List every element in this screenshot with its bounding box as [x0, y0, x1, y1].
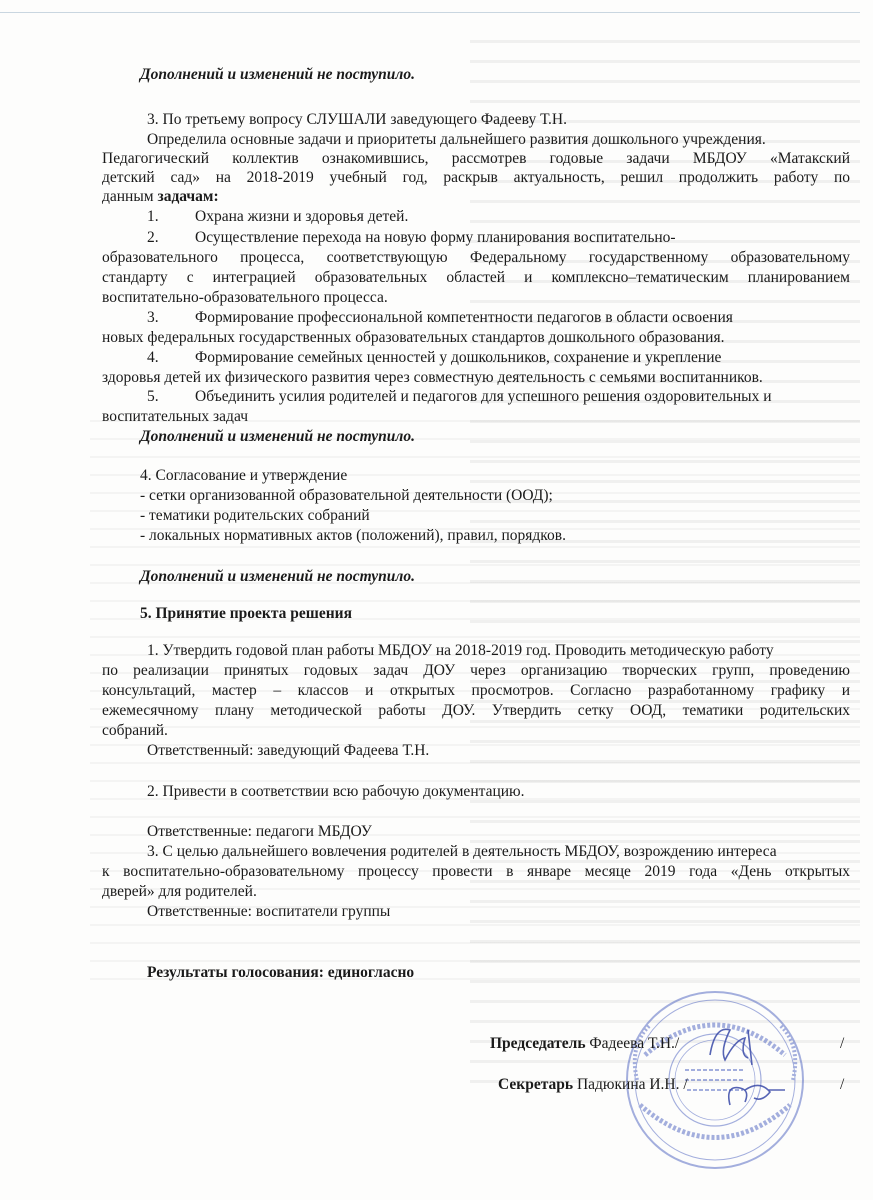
decision-line: 3. С целью дальнейшего вовлечения родителей в деятельность МБДОУ, возрождению интереса [147, 843, 777, 860]
q3-para-line: Педагогический коллектив ознакомившись, рассмотрев годовые задачи МБДОУ «Матакский [102, 150, 850, 167]
task-number: 1. [147, 208, 159, 225]
task-text: здоровья детей их физического развития через совместную деятельность с семьями воспитанников. [102, 369, 763, 386]
decision-line: к воспитательно-образовательному процессу провести в январе месяце 2019 года «День открытых [102, 863, 850, 880]
secretary-label: Секретарь [498, 1076, 574, 1093]
chair-signature-line [490, 1035, 679, 1053]
secretary-signature-line [498, 1076, 688, 1094]
chair-slash: / [840, 1035, 845, 1052]
item4-list-entry: - тематики родительских собраний [140, 507, 370, 524]
task-item [147, 207, 873, 226]
decision-line: консультаций, мастер – классов и открытых просмотров. Согласно разработанному графику и [102, 682, 850, 699]
task-item [147, 387, 850, 406]
task-number: 5. [147, 388, 159, 405]
item4-list-entry: - локальных нормативных актов (положений), правил, порядков. [140, 527, 566, 544]
q3-heading: 3. По третьему вопросу СЛУШАЛИ заведующего Фадееву Т.Н. [147, 111, 567, 128]
q3-para-end: данным [102, 188, 158, 205]
task-text: Формирование семейных ценностей у дошкольников, сохранение и укрепление [195, 349, 722, 366]
task-item [147, 228, 850, 247]
task-text: стандарту с интеграцией образовательных областей и комплексно–тематическим планированием [102, 269, 850, 286]
decision-line: дверей» для родителей. [102, 883, 257, 900]
q3-para-line: детский сад» на 2018-2019 учебный год, раскрыв актуальность, решил продолжить работу по [102, 169, 850, 186]
task-text: Формирование профессиональной компетентности педагогов в области освоения [195, 309, 733, 326]
no-changes-note: Дополнений и изменений не поступило. [140, 568, 415, 585]
responsible-line: Ответственный: заведующий Фадеева Т.Н. [147, 742, 430, 759]
decision-line: собраний. [102, 722, 168, 739]
voting-result: Результаты голосования: единогласно [147, 964, 415, 981]
no-changes-note: Дополнений и изменений не поступило. [140, 428, 415, 445]
chair-label: Председатель [490, 1035, 586, 1052]
task-text: новых федеральных государственных образовательных стандартов дошкольного образования. [102, 329, 725, 346]
task-text: образовательного процесса, соответствующую Федеральному государственному образовательному [102, 249, 850, 266]
item5-heading: 5. Принятие проекта решения [140, 605, 352, 622]
task-text: воспитательных задач [102, 408, 248, 425]
q3-tasks-label: задачам: [157, 188, 219, 205]
task-number: 3. [147, 309, 159, 326]
q3-para-line: Определила основные задачи и приоритеты дальнейшего развития дошкольного учреждения. [147, 131, 766, 148]
task-text: Осуществление перехода на новую форму планирования воспитательно- [195, 229, 676, 246]
task-number: 2. [147, 229, 159, 246]
task-item [147, 308, 850, 327]
decision-line: 1. Утвердить годовой план работы МБДОУ на 2018-2019 год. Проводить методическую работу [147, 642, 774, 659]
task-text: Охрана жизни и здоровья детей. [195, 208, 409, 225]
item4-heading: 4. Согласование и утверждение [140, 467, 348, 484]
no-changes-note: Дополнений и изменений не поступило. [140, 66, 415, 83]
decision-line: ежемесячному плану методической работы ДОУ. Утвердить сетку ООД, тематики родительских [102, 702, 850, 719]
decision-line: по реализации принятых годовых задач ДОУ через организацию творческих групп, проведению [102, 662, 850, 679]
task-text: Объединить усилия родителей и педагогов для успешного решения оздоровительных и [195, 388, 772, 405]
secretary-slash: / [840, 1076, 845, 1093]
item4-list-entry: - сетки организованной образовательной деятельности (ООД); [140, 487, 553, 504]
signature-marks [690, 1010, 810, 1120]
top-divider [0, 12, 860, 13]
chair-name: Фадеева Т.Н./ [589, 1035, 680, 1052]
q3-para-line [102, 187, 852, 206]
task-text: воспитательно-образовательного процесса. [102, 289, 388, 306]
secretary-name: Падюкина И.Н. / [576, 1076, 688, 1093]
responsible-line: Ответственные: воспитатели группы [147, 903, 391, 920]
responsible-line: Ответственные: педагоги МБДОУ [147, 823, 372, 840]
task-item [147, 348, 850, 367]
decision-line: 2. Привести в соответствии всю рабочую документацию. [147, 783, 525, 800]
task-number: 4. [147, 349, 159, 366]
